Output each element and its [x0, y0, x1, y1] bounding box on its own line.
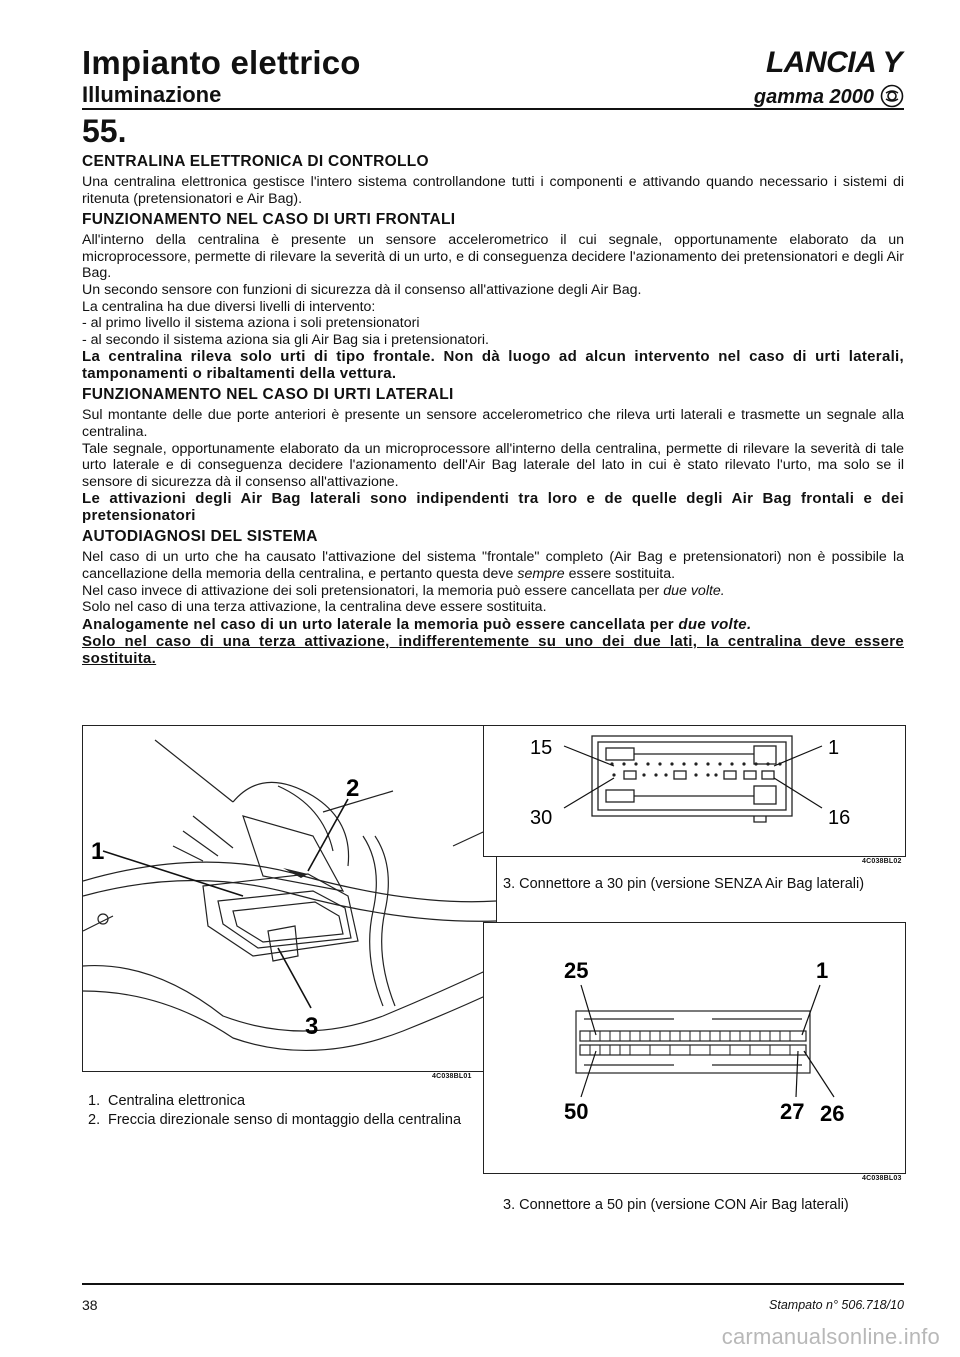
paragraph: Nel caso invece di attivazione dei soli pretensionatori, la memoria può essere cancellata per due volte.	[82, 582, 725, 599]
paragraph: Solo nel caso di una terza attivazione, la centralina deve essere sostituita.	[82, 599, 547, 616]
body-text	[82, 152, 904, 670]
callout-2: 2	[346, 775, 360, 802]
header-divider	[82, 108, 904, 110]
section-centralina	[82, 152, 904, 207]
heading-autodiagnosi: AUTODIAGNOSI DEL SISTEMA	[82, 528, 318, 546]
figure-legend	[88, 1092, 488, 1130]
connector-50-pin-diagram	[483, 922, 906, 1174]
paragraph: Un secondo sensore con funzioni di sicurezza dà il consenso all'attivazione degli Air Bag.	[82, 281, 642, 298]
heading-centralina: CENTRALINA ELETTRONICA DI CONTROLLO	[82, 153, 429, 170]
callout-1: 1	[91, 838, 105, 865]
paragraph: Tale segnale, opportunamente elaborato da un microprocessore all'interno della centralina, permette di rilevare la severità di tale urto laterale e di conseguenza decidere l'azionamento dell'Air Bag laterale del lato in cui è stato rilevato l'urto, ma solo se il sensore di sicurezza dà il consenso all'attivazione.	[82, 440, 904, 490]
connector-30-pin-diagram	[483, 725, 906, 857]
section-urti-laterali	[82, 385, 904, 524]
list-item: - al primo livello il sistema aziona i soli pretensionatori	[82, 315, 420, 332]
pin-label-16: 16	[828, 807, 851, 829]
section-urti-frontali	[82, 210, 904, 382]
lamp-circle-icon	[880, 84, 904, 108]
pin-label-1: 1	[828, 737, 840, 759]
warning-paragraph: Le attivazioni degli Air Bag laterali sono indipendenti tra loro e de quelle degli Air Bag frontali e dei pretensionatori	[82, 490, 904, 525]
warning-paragraph: Analogamente nel caso di un urto laterale la memoria può essere cancellata per due volte.	[82, 615, 752, 633]
callout-3: 3	[305, 1013, 319, 1040]
figure-code: 4C038BL01	[432, 1073, 472, 1080]
section-number: 55.	[82, 113, 127, 149]
pin-label-26: 26	[820, 1101, 845, 1126]
figure-code: 4C038BL02	[862, 858, 902, 865]
paragraph: Una centralina elettronica gestisce l'intero sistema controllandone tutti i componenti e attivando quando necessario i sistemi di ritenuta (pretensionatori e Air Bag).	[82, 174, 904, 207]
legend-item: 1. Centralina elettronica	[88, 1093, 246, 1109]
manual-title: Impianto elettrico	[82, 44, 361, 81]
pin-label-30: 30	[530, 807, 553, 829]
watermark: carmanualsonline.info	[721, 1324, 940, 1349]
brand-name: LANCIA Y	[765, 46, 902, 79]
heading-urti-frontali: FUNZIONAMENTO NEL CASO DI URTI FRONTALI	[82, 211, 456, 229]
legend-item: 2. Freccia direzionale senso di montaggio della centralina	[88, 1112, 462, 1128]
paragraph: Nel caso di un urto che ha causato l'attivazione del sistema "frontale" completo (Air Bag e pretensionatori) non è possibile la cancellazione della memoria della centralina, e pertanto questa deve sempre essere sostituita.	[82, 549, 904, 582]
pin-label-15: 15	[530, 737, 553, 759]
footer-divider	[82, 1283, 904, 1285]
list-item: - al secondo il sistema aziona sia gli Air Bag sia i pretensionatori.	[82, 331, 489, 348]
heading-urti-laterali: FUNZIONAMENTO NEL CASO DI URTI LATERALI	[82, 386, 454, 404]
warning-paragraph: La centralina rileva solo urti di tipo frontale. Non dà luogo ad alcun intervento nel caso di urti laterali, tamponamenti o ribaltamenti della vettura.	[82, 348, 904, 383]
warning-paragraph-underlined: Solo nel caso di una terza attivazione, indifferentemente su uno dei due lati, la centralina deve essere sostituita.	[82, 632, 904, 667]
manual-subtitle: Illuminazione	[82, 82, 222, 107]
figure-caption: 3. Connettore a 30 pin (versione SENZA Air Bag laterali)	[503, 876, 865, 892]
section-autodiagnosi	[82, 527, 904, 666]
pin-label-27: 27	[780, 1099, 805, 1124]
pin-label-50: 50	[564, 1099, 589, 1124]
paragraph: All'interno della centralina è presente un sensore accelerometrico il cui segnale, opportunamente elaborato da un microprocessore, permette di rilevare la severità di un urto, e di conseguenza decidere l'azionamento dei pretensionatori e degli Air Bag.	[82, 232, 904, 282]
pin-label-25: 25	[564, 958, 589, 983]
page-number: 38	[82, 1297, 98, 1313]
figure-caption: 3. Connettore a 50 pin (versione CON Air Bag laterali)	[503, 1197, 849, 1213]
model-range: gamma 2000	[753, 86, 874, 108]
print-reference: Stampato n° 506.718/10	[769, 1298, 904, 1312]
figure-code: 4C038BL03	[862, 1175, 902, 1182]
paragraph: La centralina ha due diversi livelli di intervento:	[82, 298, 376, 315]
paragraph: Sul montante delle due porte anteriori è presente un sensore accelerometrico che rileva urti laterali e trasmette un segnale alla centralina.	[82, 407, 904, 440]
pin-label-1: 1	[816, 958, 829, 983]
control-unit-illustration	[82, 725, 497, 1072]
